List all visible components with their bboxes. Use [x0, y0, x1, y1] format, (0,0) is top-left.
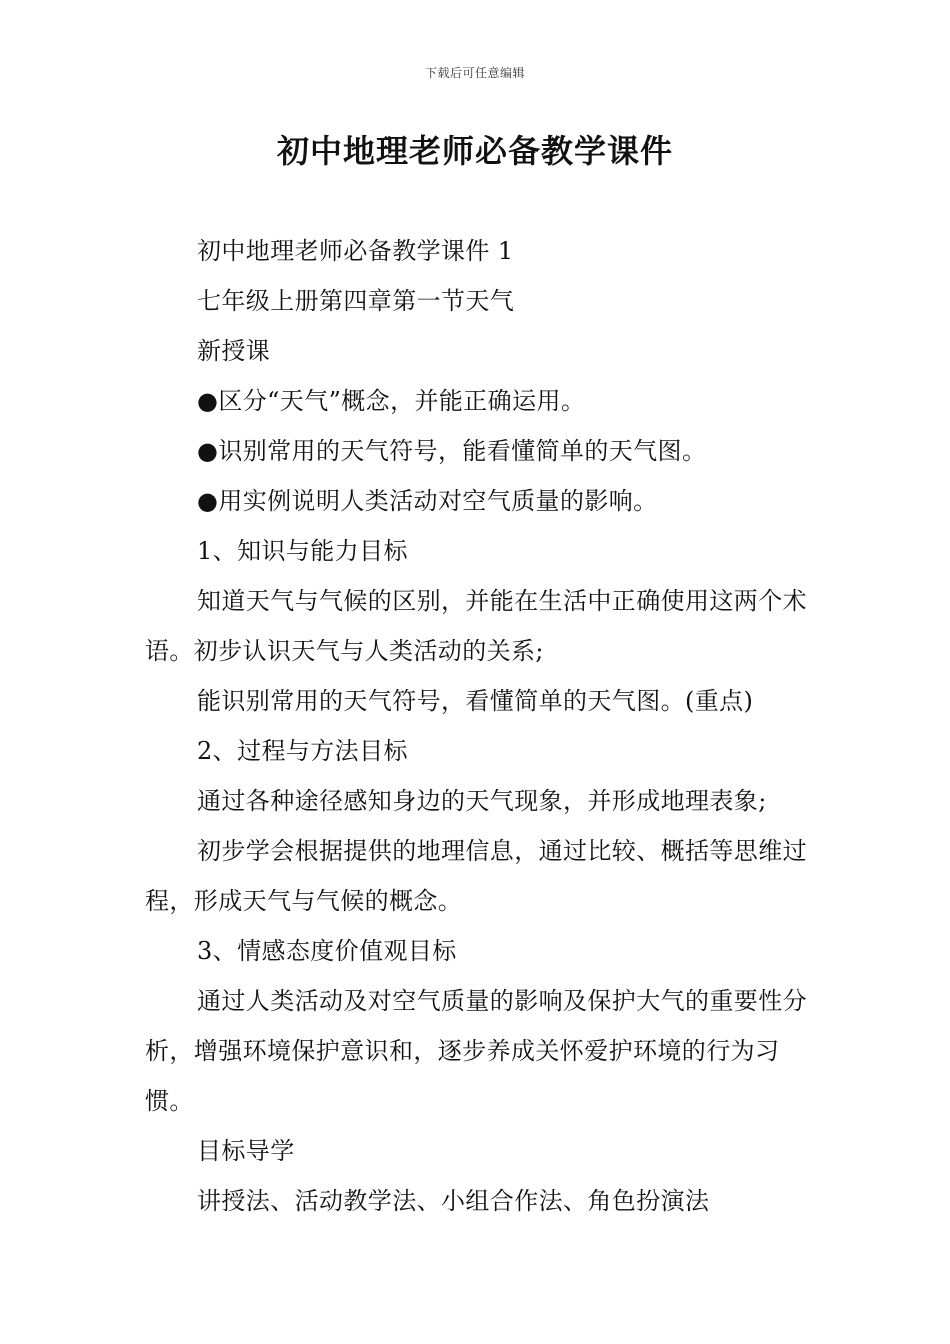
paragraph: 讲授法、活动教学法、小组合作法、角色扮演法 — [197, 1187, 710, 1215]
header-note: 下载后可任意编辑 — [424, 66, 525, 80]
paragraph: 通过人类活动及对空气质量的影响及保护大气的重要性分析，增强环境保护意识和，逐步养成关怀爱护环境的行为习惯。 — [145, 987, 807, 1115]
paragraph: 能识别常用的天气符号，看懂简单的天气图。(重点) — [197, 687, 754, 715]
paragraph: 初步学会根据提供的地理信息，通过比较、概括等思维过程，形成天气与气候的概念。 — [145, 837, 807, 915]
paragraph: 通过各种途径感知身边的天气现象，并形成地理表象; — [197, 787, 767, 815]
section-heading: 1、知识与能力目标 — [197, 537, 408, 565]
paragraph: 知道天气与气候的区别，并能在生活中正确使用这两个术语。初步认识天气与人类活动的关系; — [145, 587, 807, 665]
document-title: 初中地理老师必备教学课件 — [276, 132, 673, 170]
bullet-paragraph: ●识别常用的天气符号，能看懂简单的天气图。 — [197, 437, 707, 465]
paragraph: 初中地理老师必备教学课件 1 — [197, 237, 514, 265]
bullet-paragraph: ●区分“天气”概念，并能正确运用。 — [197, 387, 586, 415]
document-body — [145, 226, 809, 1226]
paragraph: 七年级上册第四章第一节天气 — [197, 287, 515, 315]
paragraph: 目标导学 — [197, 1137, 295, 1165]
section-heading: 2、过程与方法目标 — [197, 737, 408, 765]
section-heading: 3、情感态度价值观目标 — [197, 937, 457, 965]
paragraph: 新授课 — [197, 337, 271, 365]
bullet-paragraph: ●用实例说明人类活动对空气质量的影响。 — [197, 487, 658, 515]
